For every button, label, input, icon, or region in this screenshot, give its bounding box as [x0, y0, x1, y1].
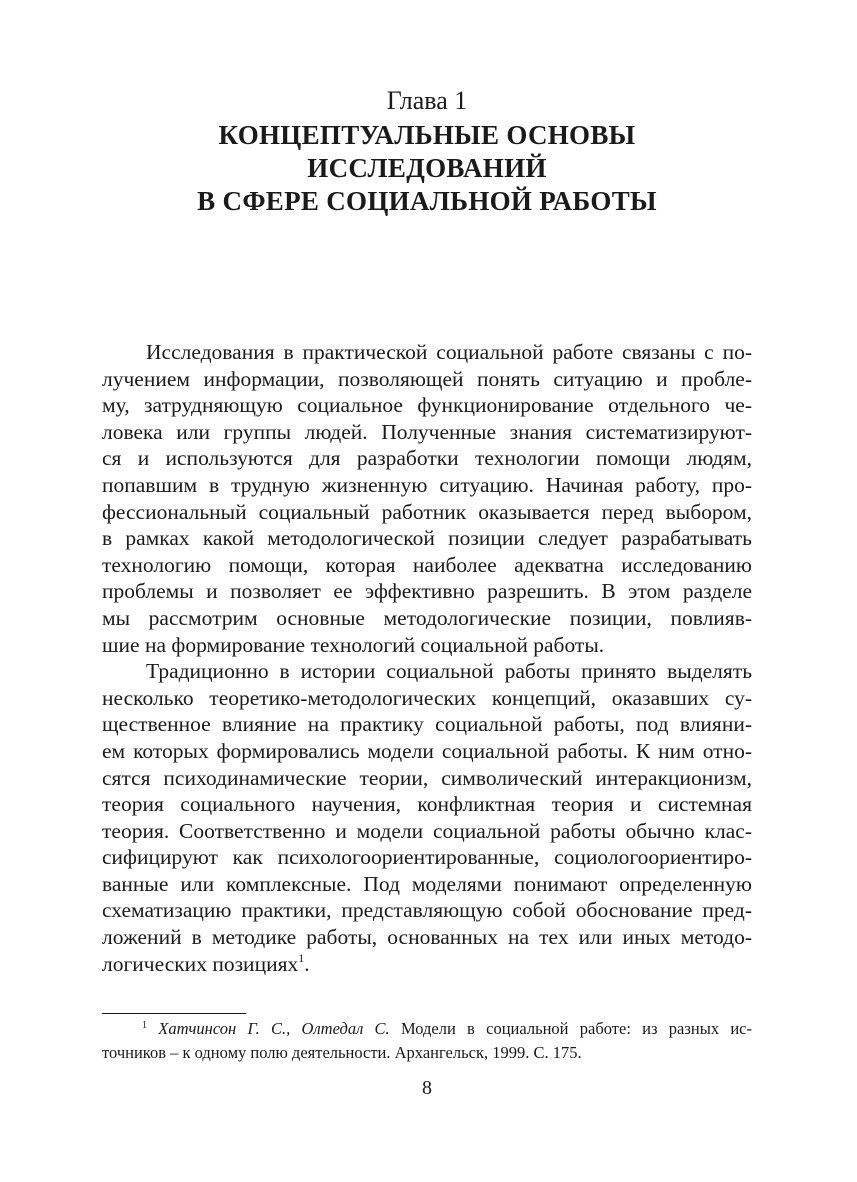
text-line: теория социального научения, конфликтная теория и системная	[102, 792, 752, 817]
page-number: 8	[422, 1077, 432, 1099]
footnote-text: Модели в социальной работе: из разных ис-	[389, 1019, 752, 1038]
text-line: Традиционно в истории социальной работы принято выделять	[146, 659, 752, 684]
footnote-line	[102, 1017, 752, 1041]
text-line: шие на формирование технологий социальной работы.	[102, 632, 605, 657]
footnote	[102, 1017, 752, 1065]
text-line: му, затрудняющую социальное функционирование отдельного че-	[102, 393, 752, 418]
chapter-title-line: ИССЛЕДОВАНИЙ	[307, 153, 547, 183]
period: .	[304, 951, 310, 976]
text-line: схематизацию практики, представляющую собой обоснование пред-	[102, 898, 752, 923]
text-line: в рамках какой методологической позиции следует разрабатывать	[102, 526, 752, 551]
chapter-title	[102, 119, 752, 218]
footnote-number: 1	[142, 1020, 147, 1031]
book-page	[102, 0, 752, 1182]
footnote-separator	[102, 1013, 246, 1014]
text-line: теория. Соответственно и модели социальной работы обычно клас-	[102, 818, 752, 843]
text-line: ем которых формировались модели социальной работы. К ним отно-	[102, 738, 752, 763]
text-line: щественное влияние на практику социальной работы, под влияни-	[102, 712, 752, 737]
text-line: проблемы и позволяет ее эффективно разрешить. В этом разделе	[102, 579, 752, 604]
text-line: сятся психодинамические теории, символический интеракционизм,	[102, 765, 752, 790]
chapter-label: Глава 1	[386, 86, 468, 115]
chapter-title-line: В СФЕРЕ СОЦИАЛЬНОЙ РАБОТЫ	[197, 186, 657, 216]
chapter-title-line: КОНЦЕПТУАЛЬНЫЕ ОСНОВЫ	[218, 120, 636, 150]
text-line: Исследования в практической социальной работе связаны с по-	[146, 340, 752, 364]
text-line-content: логических позициях	[102, 951, 299, 976]
text-line: сифицируют как психологоориентированные, социологоориентиро-	[102, 845, 752, 870]
text-line: попавшим в трудную жизненную ситуацию. Начиная работу, про-	[102, 472, 752, 497]
text-line: лучением информации, позволяющей понять ситуацию и пробле-	[102, 366, 752, 391]
paragraph-2	[102, 658, 752, 977]
footnote-line: точников – к одному полю деятельности. Архангельск, 1999. С. 175.	[102, 1043, 582, 1062]
text-line: технологию помощи, которая наиболее адекватна исследованию	[102, 552, 752, 577]
text-line: ся и используются для разработки технологии помощи людям,	[102, 446, 752, 471]
text-line: ванные или комплексные. Под моделями понимают определенную	[102, 871, 752, 896]
text-line-last	[102, 951, 752, 978]
footnote-reference[interactable]: 1	[298, 950, 305, 965]
footnote-authors: Хатчинсон Г. С., Олтедал С.	[158, 1019, 390, 1038]
text-line: фессиональный социальный работник оказывается перед выбором,	[102, 499, 752, 524]
body-text	[102, 339, 752, 977]
text-line: мы рассмотрим основные методологические позиции, повлияв-	[102, 605, 752, 630]
text-line: несколько теоретико-методологических концепций, оказавших су-	[102, 685, 752, 710]
text-line: ложений в методике работы, основанных на тех или иных методо-	[102, 925, 752, 950]
paragraph-1	[102, 339, 752, 658]
text-line: ловека или группы людей. Полученные знания систематизируют-	[102, 419, 752, 444]
